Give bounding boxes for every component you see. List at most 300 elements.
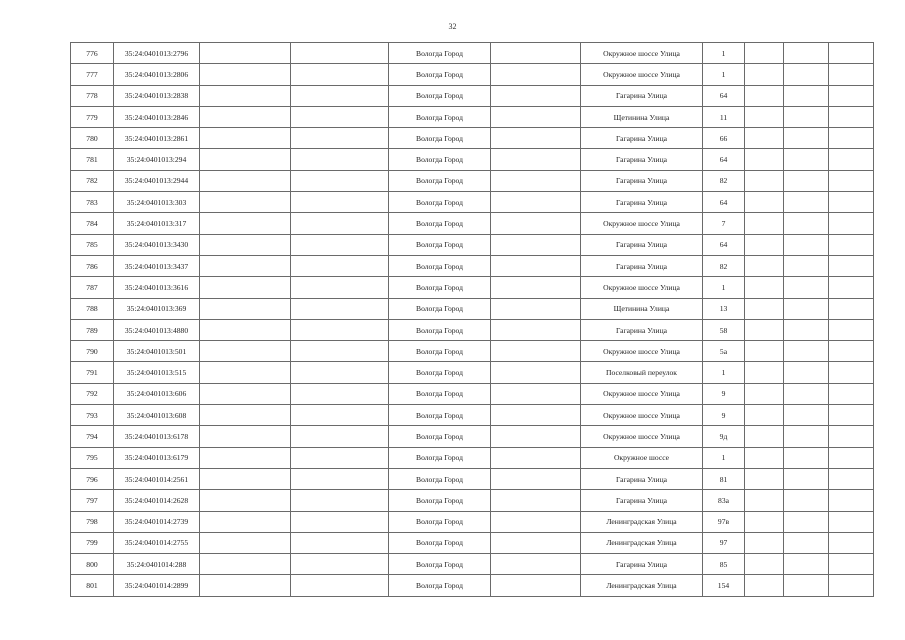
empty-cell	[745, 468, 784, 489]
empty-cell	[829, 532, 874, 553]
empty-cell	[291, 341, 389, 362]
empty-cell	[829, 298, 874, 319]
empty-cell	[784, 277, 829, 298]
house-number-cell: 82	[703, 170, 745, 191]
empty-cell	[291, 85, 389, 106]
empty-cell	[829, 447, 874, 468]
row-number-cell: 800	[71, 554, 114, 575]
empty-cell	[491, 405, 581, 426]
street-cell: Окружное шоссе Улица	[581, 383, 703, 404]
house-number-cell: 83а	[703, 490, 745, 511]
empty-cell	[745, 106, 784, 127]
empty-cell	[200, 128, 291, 149]
city-cell: Вологда Город	[389, 43, 491, 64]
empty-cell	[200, 298, 291, 319]
empty-cell	[745, 192, 784, 213]
street-cell: Гагарина Улица	[581, 319, 703, 340]
city-cell: Вологда Город	[389, 213, 491, 234]
empty-cell	[829, 319, 874, 340]
house-number-cell: 1	[703, 447, 745, 468]
empty-cell	[745, 277, 784, 298]
empty-cell	[745, 383, 784, 404]
table-row	[71, 511, 874, 532]
empty-cell	[829, 511, 874, 532]
empty-cell	[291, 383, 389, 404]
empty-cell	[491, 511, 581, 532]
cadastral-number-cell: 35:24:0401014:2561	[114, 468, 200, 489]
empty-cell	[745, 341, 784, 362]
empty-cell	[291, 234, 389, 255]
empty-cell	[745, 511, 784, 532]
empty-cell	[491, 426, 581, 447]
empty-cell	[200, 405, 291, 426]
row-number-cell: 785	[71, 234, 114, 255]
empty-cell	[291, 64, 389, 85]
house-number-cell: 97в	[703, 511, 745, 532]
empty-cell	[784, 447, 829, 468]
city-cell: Вологда Город	[389, 575, 491, 596]
table-row	[71, 213, 874, 234]
empty-cell	[745, 170, 784, 191]
house-number-cell: 5а	[703, 341, 745, 362]
table-row	[71, 341, 874, 362]
house-number-cell: 82	[703, 255, 745, 276]
street-cell: Гагарина Улица	[581, 234, 703, 255]
table-row	[71, 447, 874, 468]
street-cell: Гагарина Улица	[581, 149, 703, 170]
empty-cell	[291, 192, 389, 213]
street-cell: Поселковый переулок	[581, 362, 703, 383]
empty-cell	[784, 106, 829, 127]
empty-cell	[200, 511, 291, 532]
empty-cell	[745, 298, 784, 319]
empty-cell	[200, 490, 291, 511]
row-number-cell: 790	[71, 341, 114, 362]
house-number-cell: 1	[703, 43, 745, 64]
empty-cell	[491, 341, 581, 362]
empty-cell	[745, 362, 784, 383]
table-row	[71, 468, 874, 489]
table-row	[71, 64, 874, 85]
empty-cell	[200, 447, 291, 468]
city-cell: Вологда Город	[389, 341, 491, 362]
table-row	[71, 490, 874, 511]
house-number-cell: 11	[703, 106, 745, 127]
row-number-cell: 789	[71, 319, 114, 340]
house-number-cell: 64	[703, 85, 745, 106]
empty-cell	[491, 192, 581, 213]
street-cell: Гагарина Улица	[581, 554, 703, 575]
street-cell: Окружное шоссе Улица	[581, 43, 703, 64]
empty-cell	[200, 43, 291, 64]
empty-cell	[784, 213, 829, 234]
empty-cell	[829, 341, 874, 362]
house-number-cell: 9	[703, 383, 745, 404]
empty-cell	[291, 298, 389, 319]
house-number-cell: 1	[703, 362, 745, 383]
empty-cell	[491, 85, 581, 106]
empty-cell	[200, 277, 291, 298]
house-number-cell: 7	[703, 213, 745, 234]
table-row	[71, 405, 874, 426]
empty-cell	[491, 490, 581, 511]
empty-cell	[784, 128, 829, 149]
empty-cell	[784, 170, 829, 191]
empty-cell	[784, 468, 829, 489]
empty-cell	[291, 149, 389, 170]
empty-cell	[784, 426, 829, 447]
empty-cell	[829, 554, 874, 575]
row-number-cell: 786	[71, 255, 114, 276]
table-row	[71, 575, 874, 596]
row-number-cell: 778	[71, 85, 114, 106]
empty-cell	[784, 234, 829, 255]
empty-cell	[491, 447, 581, 468]
empty-cell	[491, 64, 581, 85]
cadastral-number-cell: 35:24:0401013:294	[114, 149, 200, 170]
empty-cell	[829, 170, 874, 191]
table-row	[71, 319, 874, 340]
city-cell: Вологда Город	[389, 490, 491, 511]
row-number-cell: 782	[71, 170, 114, 191]
street-cell: Гагарина Улица	[581, 128, 703, 149]
empty-cell	[784, 319, 829, 340]
empty-cell	[491, 575, 581, 596]
empty-cell	[829, 490, 874, 511]
empty-cell	[200, 64, 291, 85]
cadastral-number-cell: 35:24:0401013:3616	[114, 277, 200, 298]
empty-cell	[291, 511, 389, 532]
cadastral-number-cell: 35:24:0401013:2846	[114, 106, 200, 127]
empty-cell	[784, 532, 829, 553]
row-number-cell: 799	[71, 532, 114, 553]
street-cell: Гагарина Улица	[581, 192, 703, 213]
empty-cell	[745, 213, 784, 234]
cadastral-number-cell: 35:24:0401013:6178	[114, 426, 200, 447]
empty-cell	[291, 362, 389, 383]
empty-cell	[491, 170, 581, 191]
row-number-cell: 784	[71, 213, 114, 234]
city-cell: Вологда Город	[389, 192, 491, 213]
empty-cell	[491, 383, 581, 404]
cadastral-number-cell: 35:24:0401013:3437	[114, 255, 200, 276]
empty-cell	[200, 383, 291, 404]
house-number-cell: 58	[703, 319, 745, 340]
street-cell: Ленинградская Улица	[581, 511, 703, 532]
empty-cell	[200, 468, 291, 489]
empty-cell	[829, 426, 874, 447]
empty-cell	[829, 277, 874, 298]
empty-cell	[784, 64, 829, 85]
empty-cell	[291, 213, 389, 234]
street-cell: Окружное шоссе Улица	[581, 341, 703, 362]
city-cell: Вологда Город	[389, 468, 491, 489]
empty-cell	[745, 554, 784, 575]
table-row	[71, 277, 874, 298]
row-number-cell: 780	[71, 128, 114, 149]
empty-cell	[745, 128, 784, 149]
street-cell: Окружное шоссе Улица	[581, 426, 703, 447]
street-cell: Окружное шоссе Улица	[581, 405, 703, 426]
empty-cell	[829, 106, 874, 127]
cadastral-number-cell: 35:24:0401013:2861	[114, 128, 200, 149]
empty-cell	[200, 341, 291, 362]
house-number-cell: 9	[703, 405, 745, 426]
table-row	[71, 106, 874, 127]
empty-cell	[784, 255, 829, 276]
city-cell: Вологда Город	[389, 128, 491, 149]
empty-cell	[291, 405, 389, 426]
empty-cell	[291, 319, 389, 340]
city-cell: Вологда Город	[389, 149, 491, 170]
empty-cell	[291, 277, 389, 298]
empty-cell	[200, 149, 291, 170]
empty-cell	[745, 255, 784, 276]
street-cell: Окружное шоссе	[581, 447, 703, 468]
house-number-cell: 66	[703, 128, 745, 149]
cadastral-number-cell: 35:24:0401013:608	[114, 405, 200, 426]
row-number-cell: 798	[71, 511, 114, 532]
row-number-cell: 792	[71, 383, 114, 404]
city-cell: Вологда Город	[389, 447, 491, 468]
empty-cell	[745, 532, 784, 553]
street-cell: Щетинина Улица	[581, 106, 703, 127]
house-number-cell: 154	[703, 575, 745, 596]
empty-cell	[291, 490, 389, 511]
row-number-cell: 783	[71, 192, 114, 213]
city-cell: Вологда Город	[389, 64, 491, 85]
empty-cell	[829, 405, 874, 426]
cadastral-number-cell: 35:24:0401013:501	[114, 341, 200, 362]
empty-cell	[829, 468, 874, 489]
empty-cell	[784, 362, 829, 383]
empty-cell	[491, 213, 581, 234]
street-cell: Щетинина Улица	[581, 298, 703, 319]
house-number-cell: 1	[703, 277, 745, 298]
row-number-cell: 776	[71, 43, 114, 64]
street-cell: Ленинградская Улица	[581, 532, 703, 553]
empty-cell	[829, 213, 874, 234]
row-number-cell: 791	[71, 362, 114, 383]
table-row	[71, 255, 874, 276]
house-number-cell: 13	[703, 298, 745, 319]
empty-cell	[829, 255, 874, 276]
city-cell: Вологда Город	[389, 277, 491, 298]
table-row	[71, 170, 874, 191]
city-cell: Вологда Город	[389, 426, 491, 447]
empty-cell	[745, 85, 784, 106]
empty-cell	[491, 298, 581, 319]
empty-cell	[491, 43, 581, 64]
empty-cell	[745, 64, 784, 85]
empty-cell	[745, 234, 784, 255]
empty-cell	[491, 362, 581, 383]
empty-cell	[745, 426, 784, 447]
empty-cell	[829, 64, 874, 85]
row-number-cell: 777	[71, 64, 114, 85]
row-number-cell: 796	[71, 468, 114, 489]
empty-cell	[745, 405, 784, 426]
table-body	[71, 43, 874, 597]
table-row	[71, 149, 874, 170]
empty-cell	[829, 383, 874, 404]
empty-cell	[200, 575, 291, 596]
empty-cell	[291, 170, 389, 191]
city-cell: Вологда Город	[389, 298, 491, 319]
city-cell: Вологда Город	[389, 405, 491, 426]
cadastral-number-cell: 35:24:0401013:4880	[114, 319, 200, 340]
empty-cell	[200, 255, 291, 276]
house-number-cell: 85	[703, 554, 745, 575]
empty-cell	[200, 554, 291, 575]
empty-cell	[291, 128, 389, 149]
empty-cell	[291, 255, 389, 276]
empty-cell	[491, 468, 581, 489]
table-row	[71, 532, 874, 553]
table-row	[71, 192, 874, 213]
empty-cell	[491, 149, 581, 170]
cadastral-number-cell: 35:24:0401014:288	[114, 554, 200, 575]
table-row	[71, 362, 874, 383]
table-row	[71, 298, 874, 319]
cadastral-number-cell: 35:24:0401014:2739	[114, 511, 200, 532]
cadastral-number-cell: 35:24:0401013:2944	[114, 170, 200, 191]
empty-cell	[491, 128, 581, 149]
table-row	[71, 426, 874, 447]
empty-cell	[829, 128, 874, 149]
cadastral-number-cell: 35:24:0401013:2838	[114, 85, 200, 106]
empty-cell	[745, 447, 784, 468]
cadastral-number-cell: 35:24:0401013:3430	[114, 234, 200, 255]
empty-cell	[200, 213, 291, 234]
empty-cell	[829, 234, 874, 255]
city-cell: Вологда Город	[389, 170, 491, 191]
empty-cell	[745, 575, 784, 596]
empty-cell	[784, 149, 829, 170]
empty-cell	[784, 575, 829, 596]
house-number-cell: 64	[703, 234, 745, 255]
empty-cell	[291, 575, 389, 596]
street-cell: Ленинградская Улица	[581, 575, 703, 596]
cadastral-number-cell: 35:24:0401013:606	[114, 383, 200, 404]
empty-cell	[200, 85, 291, 106]
row-number-cell: 795	[71, 447, 114, 468]
row-number-cell: 788	[71, 298, 114, 319]
empty-cell	[491, 319, 581, 340]
empty-cell	[784, 405, 829, 426]
cadastral-number-cell: 35:24:0401013:2796	[114, 43, 200, 64]
empty-cell	[200, 319, 291, 340]
table-row	[71, 554, 874, 575]
street-cell: Гагарина Улица	[581, 468, 703, 489]
empty-cell	[291, 106, 389, 127]
empty-cell	[829, 43, 874, 64]
table-row	[71, 85, 874, 106]
street-cell: Окружное шоссе Улица	[581, 277, 703, 298]
empty-cell	[491, 554, 581, 575]
city-cell: Вологда Город	[389, 554, 491, 575]
city-cell: Вологда Город	[389, 383, 491, 404]
empty-cell	[491, 234, 581, 255]
empty-cell	[784, 383, 829, 404]
city-cell: Вологда Город	[389, 362, 491, 383]
empty-cell	[745, 149, 784, 170]
empty-cell	[491, 106, 581, 127]
empty-cell	[291, 554, 389, 575]
empty-cell	[784, 511, 829, 532]
empty-cell	[491, 532, 581, 553]
empty-cell	[200, 362, 291, 383]
table-row	[71, 234, 874, 255]
empty-cell	[200, 426, 291, 447]
empty-cell	[784, 43, 829, 64]
street-cell: Окружное шоссе Улица	[581, 213, 703, 234]
city-cell: Вологда Город	[389, 319, 491, 340]
house-number-cell: 81	[703, 468, 745, 489]
empty-cell	[291, 468, 389, 489]
empty-cell	[784, 298, 829, 319]
table-row	[71, 128, 874, 149]
empty-cell	[200, 234, 291, 255]
cadastral-number-cell: 35:24:0401013:369	[114, 298, 200, 319]
empty-cell	[491, 277, 581, 298]
property-register-table	[70, 42, 874, 597]
row-number-cell: 781	[71, 149, 114, 170]
empty-cell	[829, 192, 874, 213]
empty-cell	[745, 490, 784, 511]
empty-cell	[784, 85, 829, 106]
empty-cell	[200, 192, 291, 213]
empty-cell	[745, 319, 784, 340]
row-number-cell: 801	[71, 575, 114, 596]
city-cell: Вологда Город	[389, 532, 491, 553]
empty-cell	[829, 575, 874, 596]
row-number-cell: 797	[71, 490, 114, 511]
city-cell: Вологда Город	[389, 85, 491, 106]
table-row	[71, 43, 874, 64]
street-cell: Окружное шоссе Улица	[581, 64, 703, 85]
city-cell: Вологда Город	[389, 511, 491, 532]
street-cell: Гагарина Улица	[581, 490, 703, 511]
house-number-cell: 9д	[703, 426, 745, 447]
row-number-cell: 793	[71, 405, 114, 426]
cadastral-number-cell: 35:24:0401013:303	[114, 192, 200, 213]
cadastral-number-cell: 35:24:0401014:2899	[114, 575, 200, 596]
row-number-cell: 794	[71, 426, 114, 447]
empty-cell	[784, 490, 829, 511]
street-cell: Гагарина Улица	[581, 170, 703, 191]
empty-cell	[829, 85, 874, 106]
empty-cell	[829, 362, 874, 383]
empty-cell	[745, 43, 784, 64]
cadastral-number-cell: 35:24:0401014:2755	[114, 532, 200, 553]
city-cell: Вологда Город	[389, 255, 491, 276]
house-number-cell: 97	[703, 532, 745, 553]
empty-cell	[491, 255, 581, 276]
city-cell: Вологда Город	[389, 234, 491, 255]
empty-cell	[784, 192, 829, 213]
empty-cell	[291, 43, 389, 64]
house-number-cell: 64	[703, 149, 745, 170]
empty-cell	[784, 341, 829, 362]
cadastral-number-cell: 35:24:0401014:2628	[114, 490, 200, 511]
cadastral-number-cell: 35:24:0401013:2806	[114, 64, 200, 85]
empty-cell	[291, 426, 389, 447]
cadastral-number-cell: 35:24:0401013:317	[114, 213, 200, 234]
empty-cell	[200, 106, 291, 127]
house-number-cell: 1	[703, 64, 745, 85]
empty-cell	[784, 554, 829, 575]
